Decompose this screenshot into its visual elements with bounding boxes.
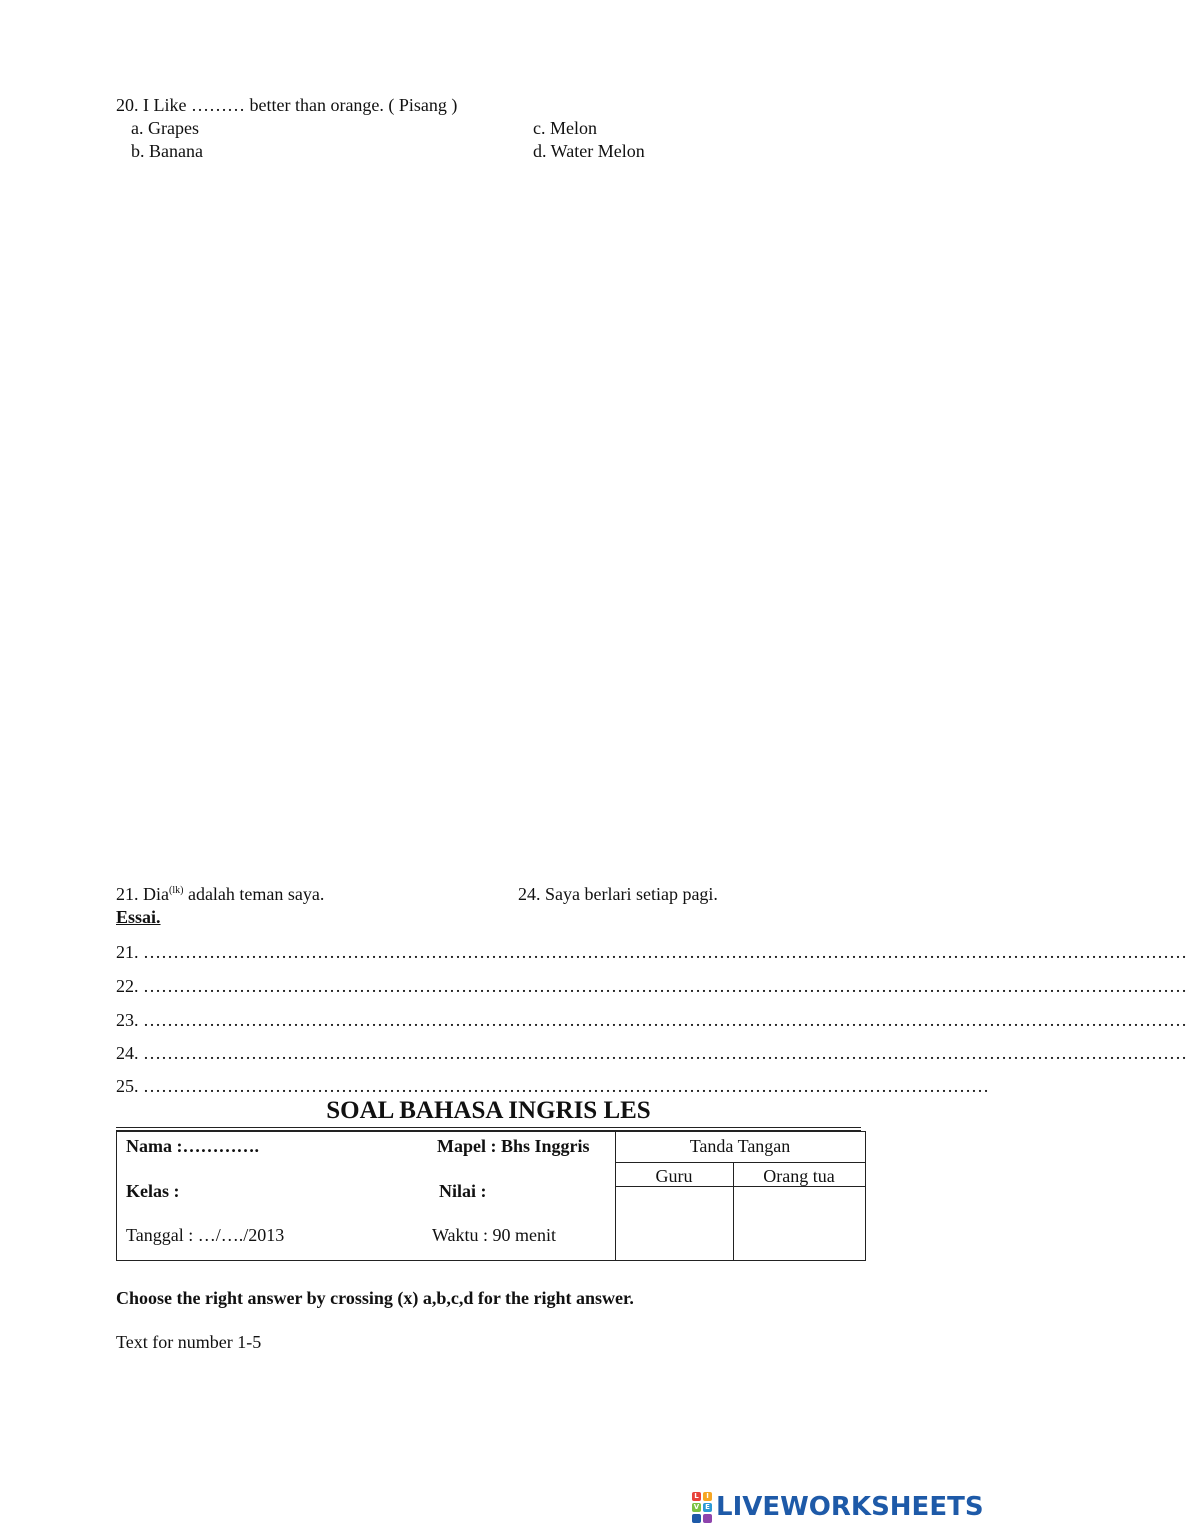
translate-item-21-pre: 21. Dia — [116, 884, 169, 904]
instructions: Choose the right answer by crossing (x) a,b,c,d for the right answer. — [116, 1288, 634, 1308]
logo-cell — [692, 1514, 701, 1523]
option-d: d. Water Melon — [533, 141, 645, 161]
logo-cell: I — [703, 1492, 712, 1501]
waktu-field: Waktu : 90 menit — [432, 1225, 557, 1245]
nama-field: Nama :…………. — [126, 1136, 259, 1156]
essay-line-25: 25. …………………………………………………………………………………………………………………………… — [116, 1076, 989, 1096]
essay-line-22: 22. ………………………………………………………………………………………………………………………………………………………… — [116, 976, 1187, 996]
translate-item-21 — [116, 885, 324, 903]
kelas-field: Kelas : — [126, 1181, 180, 1201]
divider — [733, 1186, 734, 1260]
divider — [615, 1162, 865, 1163]
logo-cell: E — [703, 1503, 712, 1512]
essay-heading: Essai. — [116, 907, 161, 927]
info-box — [116, 1131, 866, 1261]
translate-item-21-sup: (lk) — [169, 885, 184, 896]
essay-line-24: 24. ………………………………………………………………………………………………………………………………………………………… — [116, 1043, 1187, 1063]
title-rule — [116, 1127, 861, 1128]
logo-text: LIVEWORKSHEETS — [716, 1492, 984, 1522]
option-c: c. Melon — [533, 118, 597, 138]
option-a: a. Grapes — [131, 118, 199, 138]
essay-line-23: 23. ………………………………………………………………………………………………………………………………………………………… — [116, 1010, 1187, 1030]
essay-line-21: 21. ………………………………………………………………………………………………………………………………………………………… — [116, 942, 1187, 962]
orang-tua-label: Orang tua — [763, 1166, 835, 1186]
logo-cell: L — [692, 1492, 701, 1501]
option-b: b. Banana — [131, 141, 203, 161]
logo-mark — [692, 1492, 712, 1523]
page-title: SOAL BAHASA INGRIS LES — [326, 1097, 651, 1124]
liveworksheets-logo — [692, 1490, 984, 1524]
question-20: 20. I Like ……… better than orange. ( Pisang ) — [116, 95, 458, 115]
nilai-field: Nilai : — [439, 1181, 487, 1201]
text-for-label: Text for number 1-5 — [116, 1332, 262, 1352]
guru-label: Guru — [655, 1166, 693, 1186]
translate-item-21-post: adalah teman saya. — [183, 884, 325, 904]
tanda-tangan-label: Tanda Tangan — [689, 1136, 791, 1156]
translate-item-24: 24. Saya berlari setiap pagi. — [518, 884, 718, 904]
tanggal-field: Tanggal : …/…./2013 — [126, 1225, 285, 1245]
logo-cell: V — [693, 1503, 700, 1511]
divider — [615, 1186, 865, 1187]
mapel-field: Mapel : Bhs Inggris — [437, 1136, 590, 1156]
logo-cell — [703, 1514, 712, 1523]
